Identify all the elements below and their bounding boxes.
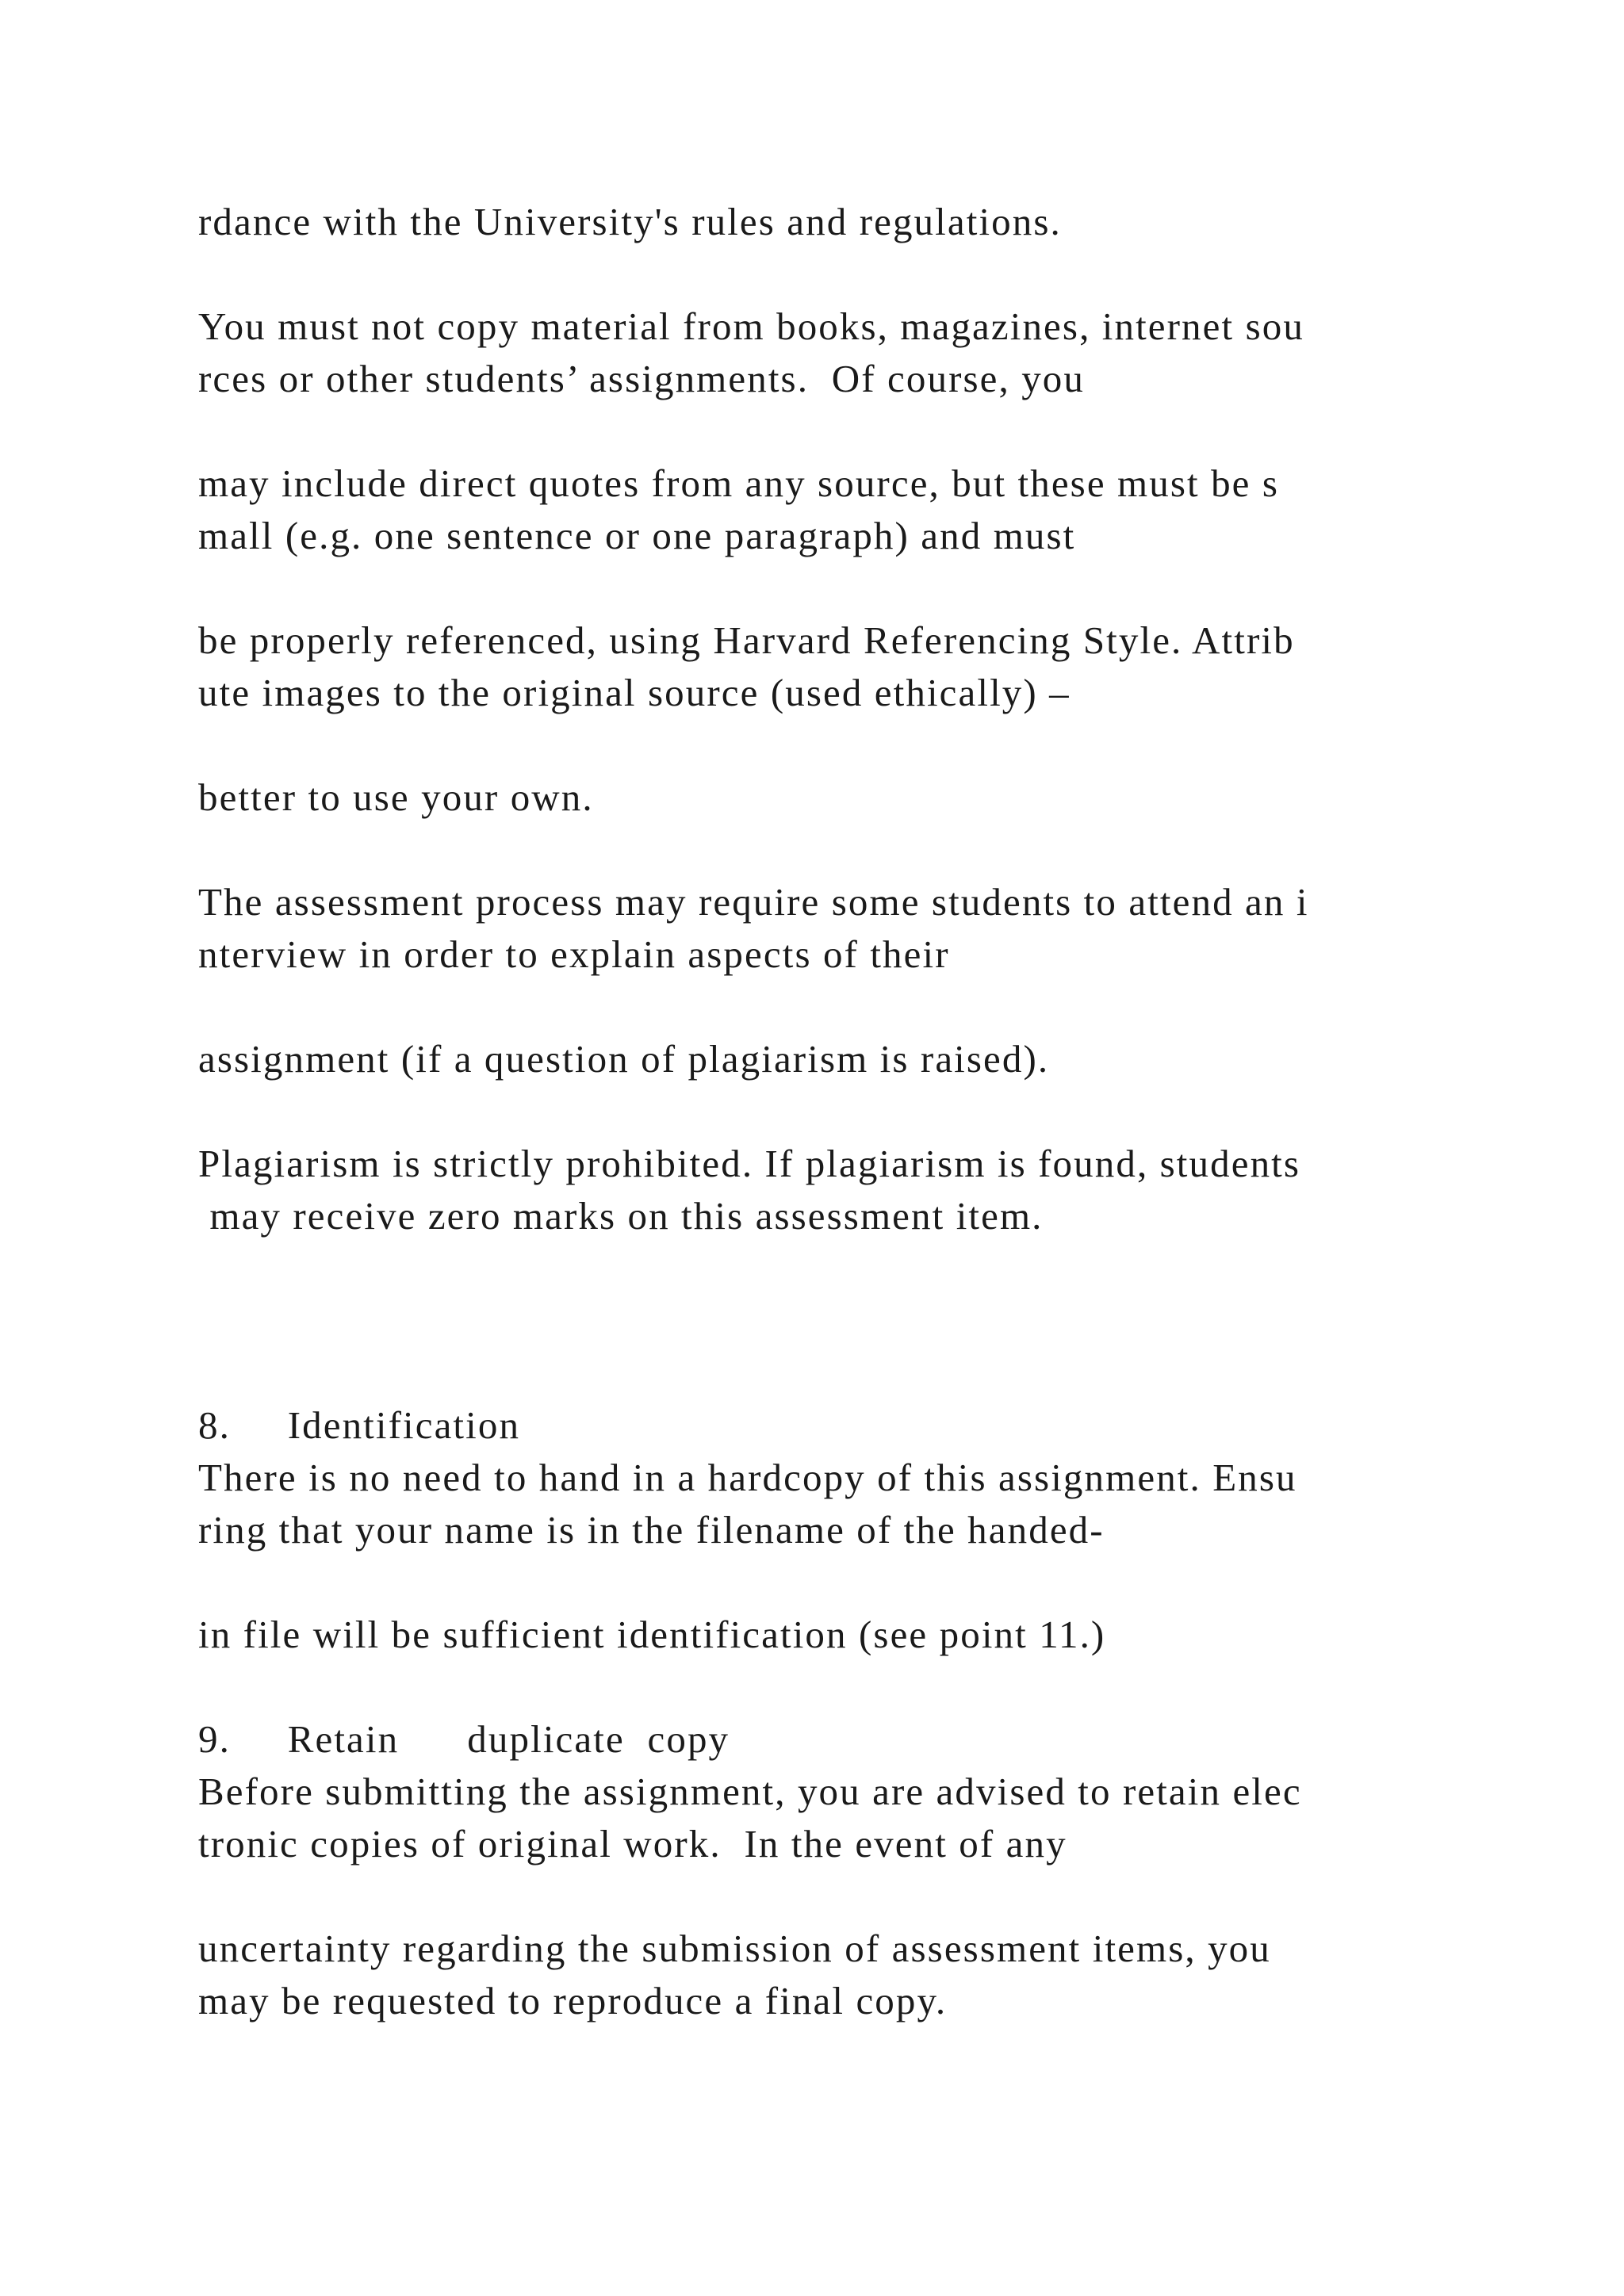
section-heading-identification: 8. Identification: [198, 1403, 521, 1447]
text-line: tronic copies of original work. In the event of any: [198, 1822, 1067, 1866]
text-line: in file will be sufficient identification (see point 11.): [198, 1613, 1106, 1656]
text-line: may include direct quotes from any source, but these must be s: [198, 461, 1280, 505]
text-line: The assessment process may require some students to attend an i: [198, 880, 1309, 924]
text-line: ute images to the original source (used ethically) –: [198, 671, 1071, 714]
section-heading-retain-copy: 9. Retain duplicate copy: [198, 1717, 730, 1761]
text-line: There is no need to hand in a hardcopy of this assignment. Ensu: [198, 1456, 1297, 1499]
text-line: nterview in order to explain aspects of their: [198, 932, 950, 976]
text-line: better to use your own.: [198, 775, 594, 819]
text-line: may be requested to reproduce a final copy.: [198, 1979, 948, 2022]
text-line: assignment (if a question of plagiarism is raised).: [198, 1037, 1050, 1081]
text-line: rdance with the University's rules and regulations.: [198, 200, 1062, 243]
text-line: mall (e.g. one sentence or one paragraph) and must: [198, 514, 1076, 557]
text-line: You must not copy material from books, magazines, internet sou: [198, 304, 1304, 348]
text-line: Plagiarism is strictly prohibited. If plagiarism is found, students: [198, 1142, 1301, 1185]
text-line: uncertainty regarding the submission of assessment items, you: [198, 1927, 1271, 1970]
text-line: rces or other students’ assignments. Of course, you: [198, 357, 1086, 400]
text-line: ring that your name is in the filename of the handed-: [198, 1508, 1105, 1552]
text-line: be properly referenced, using Harvard Referencing Style. Attrib: [198, 618, 1295, 662]
text-line: Before submitting the assignment, you are advised to retain elec: [198, 1770, 1302, 1813]
text-line: may receive zero marks on this assessment item.: [198, 1194, 1044, 1238]
